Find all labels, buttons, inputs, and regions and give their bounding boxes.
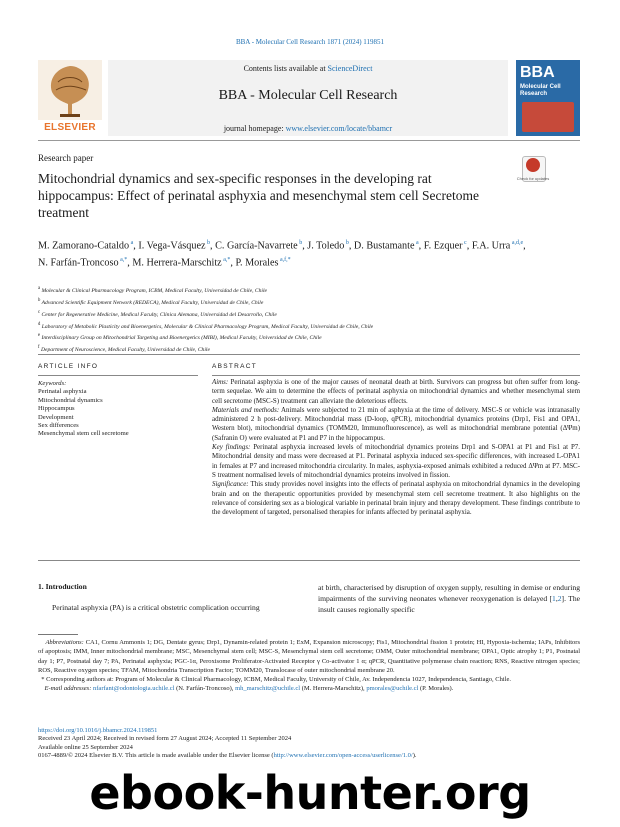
sciencedirect-link[interactable]: ScienceDirect <box>327 64 373 73</box>
author-affiliation-marker[interactable]: b <box>205 240 211 246</box>
email-note <box>38 684 580 693</box>
abstract-section-label: Aims: <box>212 378 229 386</box>
section-divider <box>38 354 580 355</box>
abstract-body <box>212 378 580 517</box>
contents-prefix: Contents lists available at <box>243 64 328 73</box>
author-affiliation-marker[interactable]: c <box>462 240 467 246</box>
author-affiliation-marker[interactable]: a,f,* <box>278 257 291 264</box>
corresponding-note <box>38 675 580 684</box>
email-label: E-mail addresses: <box>44 685 92 693</box>
author-name[interactable]: C. García-Navarrete <box>215 240 298 252</box>
article-title: Mitochondrial dynamics and sex-specific responses in the developing rat hippocampus: Effect of perinatal asphyxia and mesenchymal stem cell Secretome treatment <box>38 171 479 220</box>
abstract-heading: ABSTRACT <box>212 363 258 370</box>
author-name[interactable]: P. Morales <box>235 257 279 269</box>
author-list: M. Zamorano-Cataldo $^a$, I. Vega-Vásquez $^b$, C. García-Navarrete $^b$, J. Toledo $^b$, D. Bustamante $^a$, F. Ezquer $^c$, F.A. Urra $^{a,d,e}$, N. Farfán-Troncoso $^{a,*}$, M. Herrera-Marschitz $^{a,*}$, P. Morales $^{a,f,*}$ <box>38 240 526 269</box>
keyword-list <box>38 388 203 438</box>
keywords-block <box>38 380 203 439</box>
article-info-heading: ARTICLE INFO <box>38 363 99 370</box>
citation-link[interactable]: 1 <box>552 594 556 604</box>
abbreviations-note <box>38 638 580 675</box>
abstract-section-text: This study provides novel insights into the effects of perinatal asphyxia on mitochondrial dynamics in the developing brain and on the therapeutic opportunities provided by mesenchymal stem cell secretome treatment. It also highlights on the relevance of considering sex as a biological variable in perinatal brain injury and therapy development. These findings contribute to the development of targeted, personalised therapies for infants affected by perinatal asphyxia. <box>212 480 581 517</box>
email-owner: (M. Herrera-Marschitz), <box>300 685 367 693</box>
keyword-item: Mitochondrial dynamics <box>38 396 103 404</box>
abstract-section <box>212 480 580 517</box>
email-owner: (N. Farfán-Troncoso), <box>174 685 236 693</box>
abstract-section-text: Animals were subjected to 21 min of asphyxia at the time of delivery. MSC-S or vehicle was intranasally administered 2 h post-delivery. Mitochondrial mass (D-loop, qPCR), mitochondrial dynamics proteins (Drp1, Fis1 and OPA1, Western blot), mitochondrial dynamics (TOMM20, Immunofluorescence), as well as mitochondrial membrane potential (ΔΨm) (Safranin O) were evaluated at P1 and P7 in the hippocampus. <box>212 405 581 442</box>
check-updates-label: Check for updates <box>516 176 550 181</box>
abstract-section <box>212 443 580 480</box>
abstract-section-label: Key findings: <box>212 443 251 452</box>
cover-subtitle: Molecular Cell Research <box>520 84 561 97</box>
affiliation-text: Interdisciplinary Group on Mitochondrial Targeting and Bioenergetics (MIBI), Medical Faculty, Universidad de Chile, Chile <box>41 335 322 342</box>
author-name[interactable]: F.A. Urra <box>471 240 511 252</box>
keywords-label: Keywords: <box>38 380 67 387</box>
abstract-section-label: Significance: <box>212 480 249 489</box>
affiliation-text: Advanced Scientific Equipment Network (REDECA), Medical Faculty, Universidad de Chile, Chile <box>41 299 264 306</box>
doi-link[interactable]: https://doi.org/10.1016/j.bbamcr.2024.119851 <box>38 727 158 734</box>
cover-title: BBA <box>520 64 555 81</box>
cover-art <box>522 102 574 132</box>
affiliation-text: Laboratory of Metabolic Plasticity and Bioenergetics, Molecular & Clinical Pharmacology Program, Medical Faculty, Universidad de Chile, Chile <box>41 323 374 330</box>
author-affiliation-marker[interactable]: b <box>297 240 303 246</box>
email-link[interactable]: pmorales@uchile.cl <box>366 685 419 693</box>
abstract-end-divider <box>38 560 580 561</box>
journal-homepage <box>108 124 508 133</box>
affiliation-item <box>38 284 558 296</box>
abstract-section-label: Materials and methods: <box>212 405 280 414</box>
affiliation-marker: c <box>38 309 41 315</box>
keyword-item: Development <box>38 413 74 421</box>
contents-line <box>108 64 508 73</box>
keyword-item: Sex differences <box>38 422 79 430</box>
abstract-section <box>212 378 580 406</box>
affiliation-marker: b <box>38 297 41 303</box>
affiliation-item <box>38 296 558 308</box>
check-updates-icon <box>526 158 540 172</box>
affiliation-text: Molecular & Clinical Pharmacology Program, ICBM, Medical Faculty, Universidad de Chile, Chile <box>41 287 268 294</box>
footnote-divider <box>38 634 78 635</box>
homepage-prefix: journal homepage: <box>223 124 286 133</box>
info-divider <box>38 375 198 376</box>
email-link[interactable]: nfarfant@odontologia.uchile.cl <box>93 685 175 693</box>
article-type: Research paper <box>38 153 94 163</box>
watermark: ebook-hunter.org <box>89 766 531 820</box>
footnotes <box>38 638 580 694</box>
license-suffix: ). <box>412 752 417 760</box>
author-name[interactable]: M. Zamorano-Cataldo <box>38 240 130 252</box>
author-name[interactable]: M. Herrera-Marschitz <box>132 257 222 269</box>
introduction-right-text <box>318 582 580 616</box>
received-dates: Received 23 April 2024; Received in revised form 27 August 2024; Accepted 11 September 2024 <box>38 735 292 743</box>
affiliation-item <box>38 308 558 320</box>
abstract-section <box>212 406 580 443</box>
introduction-heading: 1. Introduction <box>38 582 87 591</box>
keyword-item: Perinatal asphyxia <box>38 388 87 396</box>
introduction-left-text: Perinatal asphyxia (PA) is a critical obstetric complication occurring <box>52 603 260 612</box>
author-affiliation-marker[interactable]: a,d,e <box>510 240 524 246</box>
author-affiliation-marker[interactable]: a <box>414 240 419 246</box>
affiliations <box>38 284 558 355</box>
publication-info <box>38 727 580 761</box>
author-name[interactable]: D. Bustamante <box>353 240 415 252</box>
journal-title: BBA - Molecular Cell Research <box>218 88 398 103</box>
author-name[interactable]: N. Farfán-Troncoso <box>38 257 119 269</box>
license-prefix: 0167-4889/© 2024 Elsevier B.V. This article is made available under the Elsevier license ( <box>38 752 274 760</box>
author-affiliation-marker[interactable]: a,* <box>221 257 231 264</box>
abstract-section-text: Perinatal asphyxia increased levels of mitochondrial dynamics proteins Drp1 and S-OPA1 at P1 and Fis1 at P7. Mitochondrial density and mass were decreased at P1. Perinatal asphyxia induced sex-specific differences, with increased L-OPA1 in females at P7 and increased mitochondria circularity. In males, asphyxia-exposed animals exhibited a reduced ΔΨm at P7. MSC-S treatment normalised levels of mitochondrial dynamics proteins involved in fission. <box>212 443 580 479</box>
header-divider <box>38 140 580 141</box>
intro-text-part2: ]. The insult causes regionally specific <box>318 594 580 615</box>
abbreviations-text: CA1, Cornu Ammonis 1; DG, Dentate gyrus; Drp1, Dynamin-related protein 1; ExM, Expansion microscopy; Fis1, Mitochondrial fission 1 protein; HI, Hypoxia-ischemia; IAPs, Inhibitors of apoptosis; IMM, Inner mitochondrial membrane; MSC, Mesenchymal stem cell; MSC-S, Mesenchymal stem cell secretome; OMM, Outer mitochondrial membrane; OPA1, Optic atrophy 1; P1, Postnatal day 1; P7, Postnatal day 7; PA, Perinatal asphyxia; PGC-1α, Peroxisome Proliferator-Activated Receptor γ Co-activator 1 α; qPCR, Quantitative polymerase chain reaction; RNS, Reactive nitrogen species; ROS, Reactive oxygen species; TFAM, Mitochondria Transcription Factor; TOMM20, Translocase of outer mitochondrial membrane 20. <box>38 639 581 674</box>
license-link[interactable]: http://www.elsevier.com/open-access/userlicense/1.0/ <box>273 752 413 760</box>
author-affiliation-marker[interactable]: a,* <box>118 257 128 264</box>
online-date: Available online 25 September 2024 <box>38 743 133 751</box>
affiliation-marker: d <box>38 321 41 327</box>
homepage-link[interactable]: www.elsevier.com/locate/bbamcr <box>285 124 393 133</box>
corresponding-text: * Corresponding authors at: Program of Molecular & Clinical Pharmacology, ICBM, Medical Faculty, University of Chile, Av. Independencia 1027, Independencia, Santiago, Chile. <box>41 676 512 684</box>
intro-text-part1: at birth, characterised by disruption of oxygen supply, resulting in demise or enduring impairments of the surviving neonates whenever reoxygenation is delayed [ <box>318 583 580 604</box>
author-affiliation-marker[interactable]: a <box>129 240 134 246</box>
journal-cover[interactable] <box>516 60 580 136</box>
affiliation-text: Department of Neuroscience, Medical Faculty, Universidad de Chile, Chile <box>40 347 210 354</box>
affiliation-item <box>38 331 558 343</box>
keyword-item: Mesenchymal stem cell secretome <box>38 430 129 438</box>
email-owner: (P. Morales). <box>418 685 454 693</box>
tree-icon <box>38 60 102 120</box>
affiliation-marker: e <box>38 333 41 339</box>
abstract-divider <box>212 375 580 376</box>
publisher-name: ELSEVIER <box>44 122 96 133</box>
author-name[interactable]: F. Ezquer <box>423 240 463 252</box>
author-name[interactable]: I. Vega-Vásquez <box>138 240 206 252</box>
abstract-section-text: Perinatal asphyxia is one of the major causes of neonatal death at birth. Survivors can progress but often suffer from long-term sequelae. We aim to determine the effects of perinatal asphyxia on mitochondrial dynamics and whether mesenchymal stem cell secretome (MSC-S) treatment can alleviate the deleterious effects. <box>212 378 580 405</box>
journal-reference[interactable]: BBA - Molecular Cell Research 1871 (2024) 119851 <box>235 38 385 46</box>
affiliation-marker: a <box>38 286 41 291</box>
affiliation-marker: f <box>38 345 40 351</box>
author-name[interactable]: J. Toledo <box>307 240 345 252</box>
email-link[interactable]: mh_marschitz@uchile.cl <box>235 685 301 693</box>
keyword-item: Hippocampus <box>38 405 75 413</box>
abbreviations-label: Abbreviations: <box>45 639 84 646</box>
author-affiliation-marker[interactable]: b <box>344 240 349 246</box>
license-line <box>38 752 580 760</box>
citation-separator: , <box>555 594 558 604</box>
citation-link[interactable]: 2 <box>557 594 562 604</box>
affiliation-item <box>38 320 558 332</box>
affiliation-text: Center for Regenerative Medicine, Medical Faculty, Clínica Alemana, Universidad del Desarrollo, Chile <box>41 311 277 318</box>
